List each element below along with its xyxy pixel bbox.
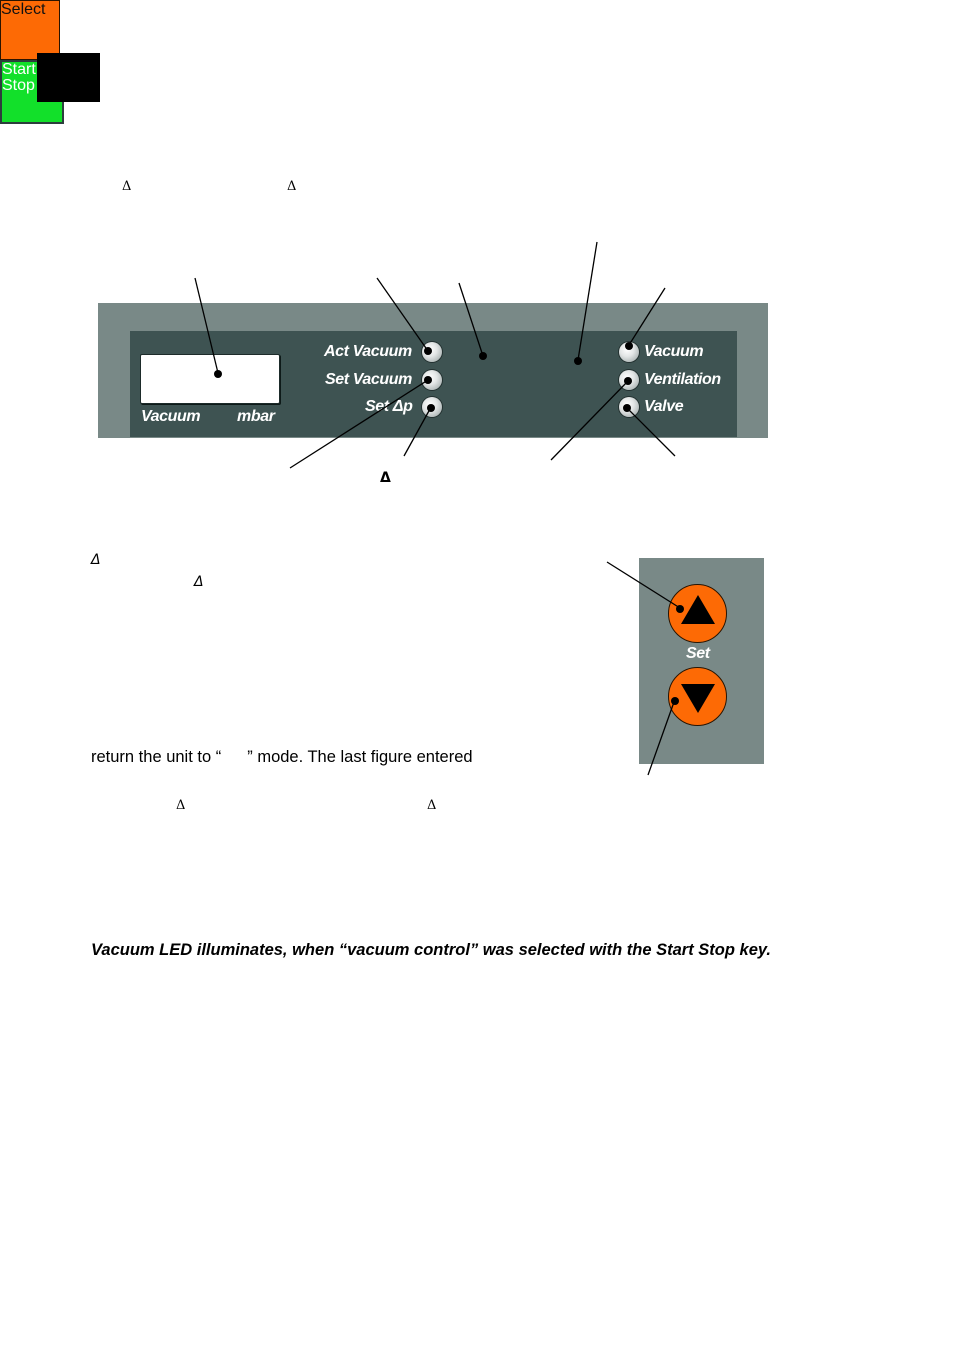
set-vacuum-leader-line xyxy=(290,380,428,468)
delta-symbol: Δ xyxy=(91,552,101,568)
select-leader-line xyxy=(459,283,483,356)
select-button[interactable]: Select xyxy=(0,0,60,60)
callout-dot xyxy=(624,377,632,385)
callout-dot xyxy=(424,347,432,355)
callout-dot xyxy=(623,404,631,412)
delta-symbol: Δ xyxy=(287,179,297,194)
label-valve: Valve xyxy=(644,398,684,415)
callout-dot xyxy=(427,404,435,412)
set-delta-p-leader-line xyxy=(404,409,430,456)
ventilation-leader-line xyxy=(551,381,628,460)
set-down-leader-line xyxy=(648,702,674,775)
vacuum-led-leader-line xyxy=(629,288,665,345)
callout-dot xyxy=(479,352,487,360)
callout-dot xyxy=(676,605,684,613)
delta-symbol: Δ xyxy=(427,798,437,813)
display-caption-unit: mbar xyxy=(237,408,275,425)
start-stop-button[interactable]: Start Stop xyxy=(0,60,64,124)
set-keypad-label: Set xyxy=(686,645,710,662)
delta-symbol: Δ xyxy=(122,179,132,194)
set-up-leader-line xyxy=(607,562,680,608)
vacuum-led-note: Vacuum LED illuminates, when “vacuum control” was selected with the Start Stop key. xyxy=(91,941,772,959)
display-leader-line xyxy=(195,278,218,373)
callout-dot xyxy=(214,370,222,378)
act-vacuum-leader-line xyxy=(377,278,428,351)
display-caption-vacuum: Vacuum xyxy=(141,408,201,425)
callout-dot xyxy=(424,376,432,384)
callout-dot xyxy=(574,357,582,365)
delta-symbol: Δ xyxy=(176,798,186,813)
callout-dot xyxy=(625,342,633,350)
return-mode-text: return the unit to “ ” mode. The last figure entered xyxy=(91,748,473,766)
valve-leader-line xyxy=(628,409,675,456)
delta-symbol: Δ xyxy=(380,470,391,486)
label-act-vacuum: Act Vacuum xyxy=(324,343,412,360)
label-vacuum: Vacuum xyxy=(644,343,704,360)
delta-symbol: Δ xyxy=(194,574,204,590)
label-ventilation: Ventilation xyxy=(644,371,721,388)
start-stop-leader-line xyxy=(578,242,597,360)
label-set-delta-p: Set Δp xyxy=(365,398,413,415)
label-set-vacuum: Set Vacuum xyxy=(325,371,412,388)
callout-dot xyxy=(671,697,679,705)
